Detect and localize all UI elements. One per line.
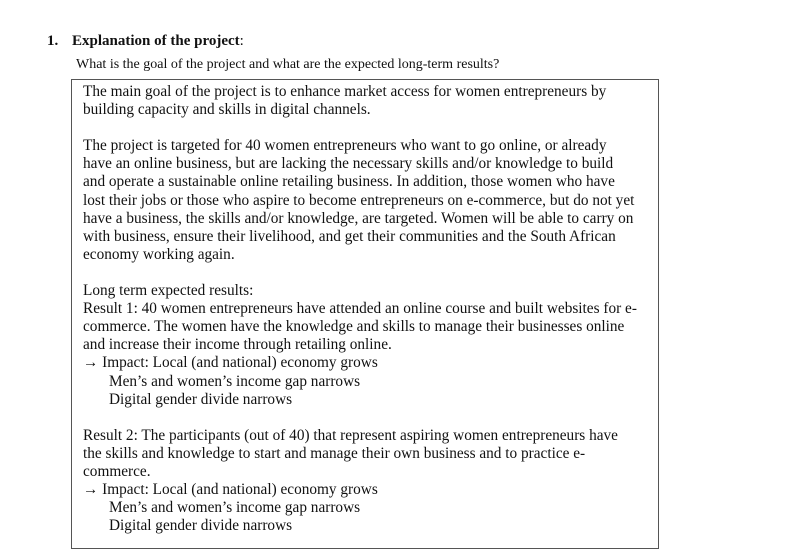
- answer-line: building capacity and skills in digital channels.: [83, 101, 371, 119]
- answer-line: Long term expected results:: [83, 282, 254, 300]
- section-heading: [47, 31, 244, 51]
- impact-line: → Impact: Local (and national) economy grows: [83, 354, 378, 372]
- answer-paragraph-result-2: [83, 427, 658, 536]
- impact-line: Digital gender divide narrows: [109, 517, 293, 535]
- section-number: 1.: [47, 33, 59, 49]
- impact-line: Digital gender divide narrows: [109, 390, 293, 408]
- answer-line: The project is targeted for 40 women entrepreneurs who want to go online, or already: [83, 137, 607, 155]
- section-question: What is the goal of the project and what are the expected long-term results?: [76, 57, 500, 72]
- answer-line: have a business, the skills and/or knowledge, are targeted. Women will be able to carry on: [83, 209, 634, 227]
- answer-line: lost their jobs or those who aspire to become entrepreneurs on e-commerce, but do not yet: [83, 191, 635, 209]
- answer-paragraph-result-1: [83, 282, 658, 409]
- answer-line: and increase their income through retailing online.: [83, 336, 392, 354]
- answer-line: The main goal of the project is to enhance market access for women entrepreneurs by: [83, 83, 607, 100]
- answer-paragraph-target: [83, 137, 658, 264]
- answer-line: with business, ensure their livelihood, and get their communities and the South African: [83, 227, 616, 245]
- section-title-suffix: :: [239, 33, 244, 49]
- answer-line: the skills and knowledge to start and manage their own business and to practice e-: [83, 444, 586, 462]
- answer-paragraph-goal: [83, 83, 658, 119]
- answer-line: economy working again.: [83, 245, 235, 263]
- impact-line: Men’s and women’s income gap narrows: [109, 499, 361, 517]
- answer-text-box[interactable]: [71, 79, 659, 549]
- answer-line: have an online business, but are lacking the necessary skills and/or knowledge to build: [83, 155, 614, 173]
- answer-line: Result 2: The participants (out of 40) that represent aspiring women entrepreneurs have: [83, 426, 618, 444]
- impact-line: Men’s and women’s income gap narrows: [109, 372, 361, 390]
- answer-line: commerce.: [83, 462, 151, 480]
- impact-line: → Impact: Local (and national) economy grows: [83, 481, 378, 499]
- answer-line: and operate a sustainable online retailing business. In addition, those women who have: [83, 173, 615, 191]
- answer-line: commerce. The women have the knowledge and skills to manage their businesses online: [83, 318, 625, 336]
- section-title: Explanation of the project: [72, 33, 240, 49]
- answer-line: Result 1: 40 women entrepreneurs have attended an online course and built websites for e-: [83, 300, 637, 318]
